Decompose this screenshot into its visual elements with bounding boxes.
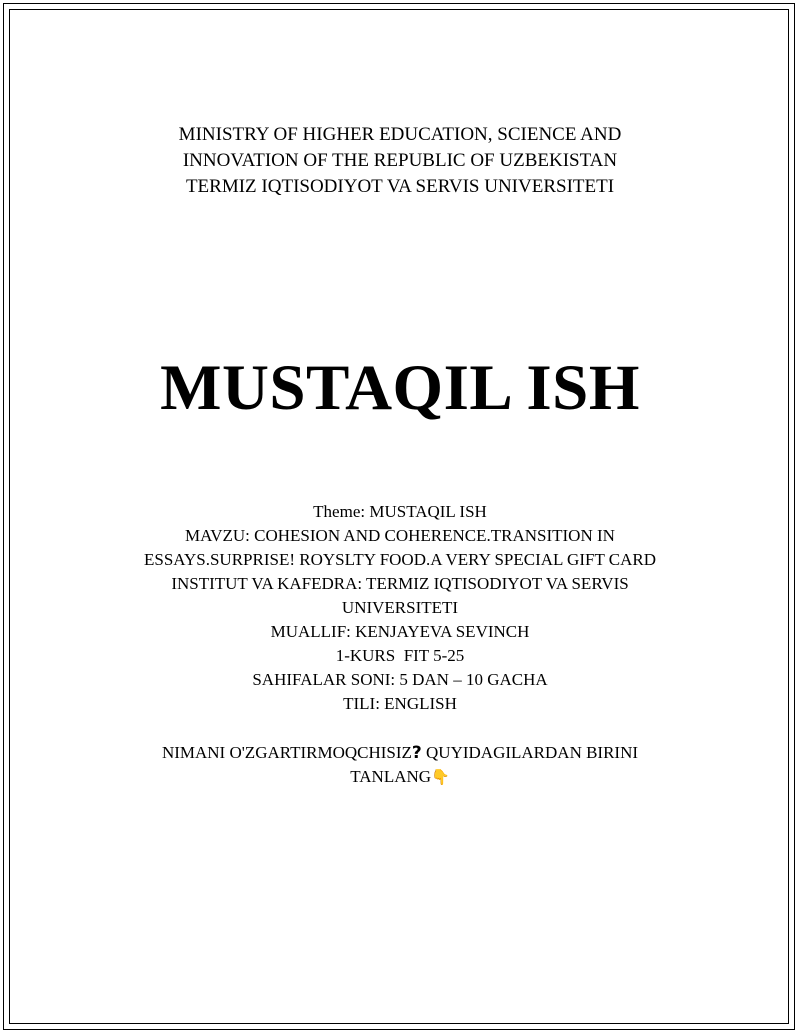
institut-line-1: INSTITUT VA KAFEDRA: TERMIZ IQTISODIYOT VA SERVIS <box>171 574 629 593</box>
document-info <box>0 500 800 716</box>
selection-prompt <box>0 741 800 789</box>
kurs-line: 1-KURS FIT 5-25 <box>335 646 465 665</box>
header-line-3: TERMIZ IQTISODIYOT VA SERVIS UNIVERSITETI <box>185 176 615 197</box>
prompt-text-1-rest: QUYIDAGILARDAN BIRINI <box>421 743 639 762</box>
prompt-text-1: NIMANI O'ZGARTIRMOQCHISIZ <box>161 743 412 762</box>
ministry-header <box>0 122 800 200</box>
sahifalar-line: SAHIFALAR SONI: 5 DAN – 10 GACHA <box>252 670 548 689</box>
pointing-down-icon: 👇 <box>431 768 450 786</box>
tili-line: TILI: ENGLISH <box>343 694 457 713</box>
document-title: MUSTAQIL ISH <box>160 352 640 424</box>
muallif-line: MUALLIF: KENJAYEVA SEVINCH <box>270 622 530 641</box>
prompt-text-2: TANLANG <box>350 767 432 786</box>
mavzu-line-1: MAVZU: COHESION AND COHERENCE.TRANSITION IN <box>185 526 615 545</box>
mavzu-line-2: ESSAYS.SURPRISE! ROYSLTY FOOD.A VERY SPECIAL GIFT CARD <box>143 550 657 569</box>
prompt-line-2 <box>0 765 800 789</box>
prompt-line-1 <box>0 741 800 765</box>
header-line-2: INNOVATION OF THE REPUBLIC OF UZBEKISTAN <box>182 150 618 171</box>
institut-line-2: UNIVERSITETI <box>341 598 459 617</box>
header-line-1: MINISTRY OF HIGHER EDUCATION, SCIENCE AND <box>178 124 622 145</box>
theme-line: Theme: MUSTAQIL ISH <box>313 502 487 521</box>
question-mark-icon: ? <box>411 743 422 763</box>
